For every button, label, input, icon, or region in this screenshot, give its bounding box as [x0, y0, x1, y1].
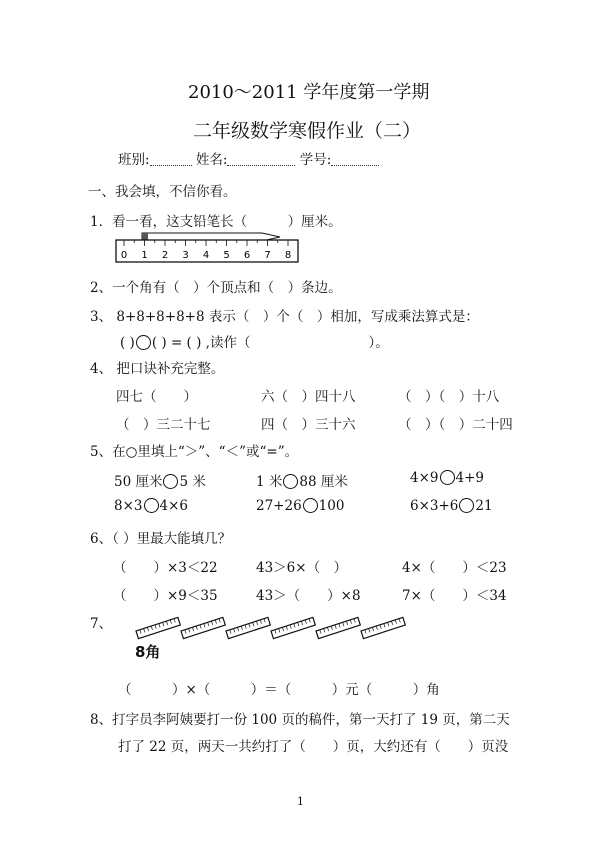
question-2: 2、一个角有（ ）个顶点和（ ）条边。 — [90, 280, 342, 296]
q4-r2-c2: 四（ ）三十六 — [261, 417, 356, 433]
section-1-title: 一、我会填，不信你看。 — [88, 184, 237, 200]
ruler-item — [181, 617, 225, 638]
question-8-line-2: 打了 22 页，两天一共约打了（ ）页，大约还有（ ）页没 — [118, 739, 509, 755]
ruler-item — [136, 617, 180, 638]
q6-r1-c2: 43＞6×（ ） — [256, 560, 348, 576]
rulers-image — [130, 605, 430, 645]
ruler-item — [316, 617, 360, 638]
q5-r2-c1: 8×3 4×6 — [114, 498, 188, 514]
q6-r1-c3: 4×（ ）＜23 — [402, 560, 507, 576]
ruler-item — [361, 617, 405, 638]
q6-r2-c3: 7×（ ）＜34 — [402, 588, 507, 604]
q4-r1-c3: （ ）（ ）十八 — [398, 389, 500, 405]
compare-circle[interactable] — [459, 498, 474, 513]
question-5-title: 5、在○里填上“＞”、“＜”或“=”。 — [90, 444, 299, 460]
question-7-number: 7、 — [90, 616, 113, 632]
page-number: 1 — [297, 795, 304, 808]
compare-circle[interactable] — [303, 498, 318, 513]
class-label: 班别: — [118, 152, 150, 168]
q6-r2-c1: （ ）×9＜35 — [113, 588, 218, 604]
compare-circle[interactable] — [144, 498, 159, 513]
q4-r2-c1: （ ）三二十七 — [116, 417, 211, 433]
q3-blank-a[interactable]: ( ) — [120, 335, 135, 351]
q5-r2-c2: 27+26 100 — [256, 498, 345, 514]
name-label: 姓名: — [195, 152, 228, 168]
pencil-ruler-image — [112, 229, 302, 265]
compare-circle[interactable] — [163, 474, 178, 489]
ruler-number: 7 — [264, 250, 271, 261]
ruler-number: 5 — [223, 250, 230, 261]
price-label: 8角 — [135, 643, 161, 661]
title-line-1: 2010～2011 学年度第一学期 — [188, 82, 430, 103]
question-1: 1．看一看，这支铅笔长（ ）厘米。 — [90, 214, 342, 230]
id-label: 学号: — [299, 152, 332, 168]
id-field[interactable] — [331, 151, 379, 166]
q5-r1-c1: 50 厘米 5 米 — [114, 474, 206, 490]
q6-r2-c2: 43＞（ ）×8 — [256, 588, 361, 604]
q4-r1-c2: 六（ ）四十八 — [261, 389, 356, 405]
q5-r1-c2: 1 米 88 厘米 — [256, 474, 348, 490]
q5-r2-c3: 6×3+6 21 — [410, 498, 493, 514]
ruler-number: 2 — [161, 250, 169, 261]
question-3-line-2 — [120, 331, 389, 351]
ruler-number: 3 — [182, 250, 189, 261]
compare-circle[interactable] — [136, 335, 151, 350]
q3-blank-b[interactable]: ( ) = ( ) ,读作（ — [151, 335, 251, 351]
student-info-row — [118, 148, 379, 168]
question-4-title: 4、 把口诀补充完整。 — [90, 361, 225, 377]
compare-circle[interactable] — [283, 474, 298, 489]
question-8-line-1: 8、打字员李阿姨要打一份 100 页的稿件，第一天打了 19 页，第二天 — [90, 712, 510, 728]
ruler-number: 6 — [243, 250, 251, 261]
question-7-equation: （ ）×（ ）＝（ ）元（ ）角 — [118, 682, 440, 698]
compare-circle[interactable] — [440, 470, 455, 485]
ruler-numbers — [121, 250, 291, 261]
ruler-number: 8 — [284, 250, 292, 261]
ruler-number: 0 — [120, 250, 128, 261]
q4-r1-c1: 四七（ ） — [116, 389, 197, 405]
question-6-title: 6、（ ）里最大能填几？ — [90, 531, 232, 547]
ruler-number: 4 — [202, 250, 210, 261]
q6-r1-c1: （ ）×3＜22 — [113, 560, 218, 576]
question-3-line-1: 3、 8+8+8+8+8 表示（ ）个（ ）相加，写成乘法算式是： — [90, 309, 479, 325]
ruler-item — [271, 617, 315, 638]
ruler-number: 1 — [141, 250, 148, 261]
class-field[interactable] — [150, 151, 192, 166]
name-field[interactable] — [227, 151, 295, 166]
ruler-item — [226, 617, 270, 638]
q5-r1-c3: 4×9 4+9 — [410, 470, 484, 486]
title-line-2: 二年级数学寒假作业（二） — [193, 120, 422, 142]
q3-end: ）。 — [368, 335, 389, 351]
q4-r2-c3: （ ）（ ）二十四 — [398, 417, 513, 433]
